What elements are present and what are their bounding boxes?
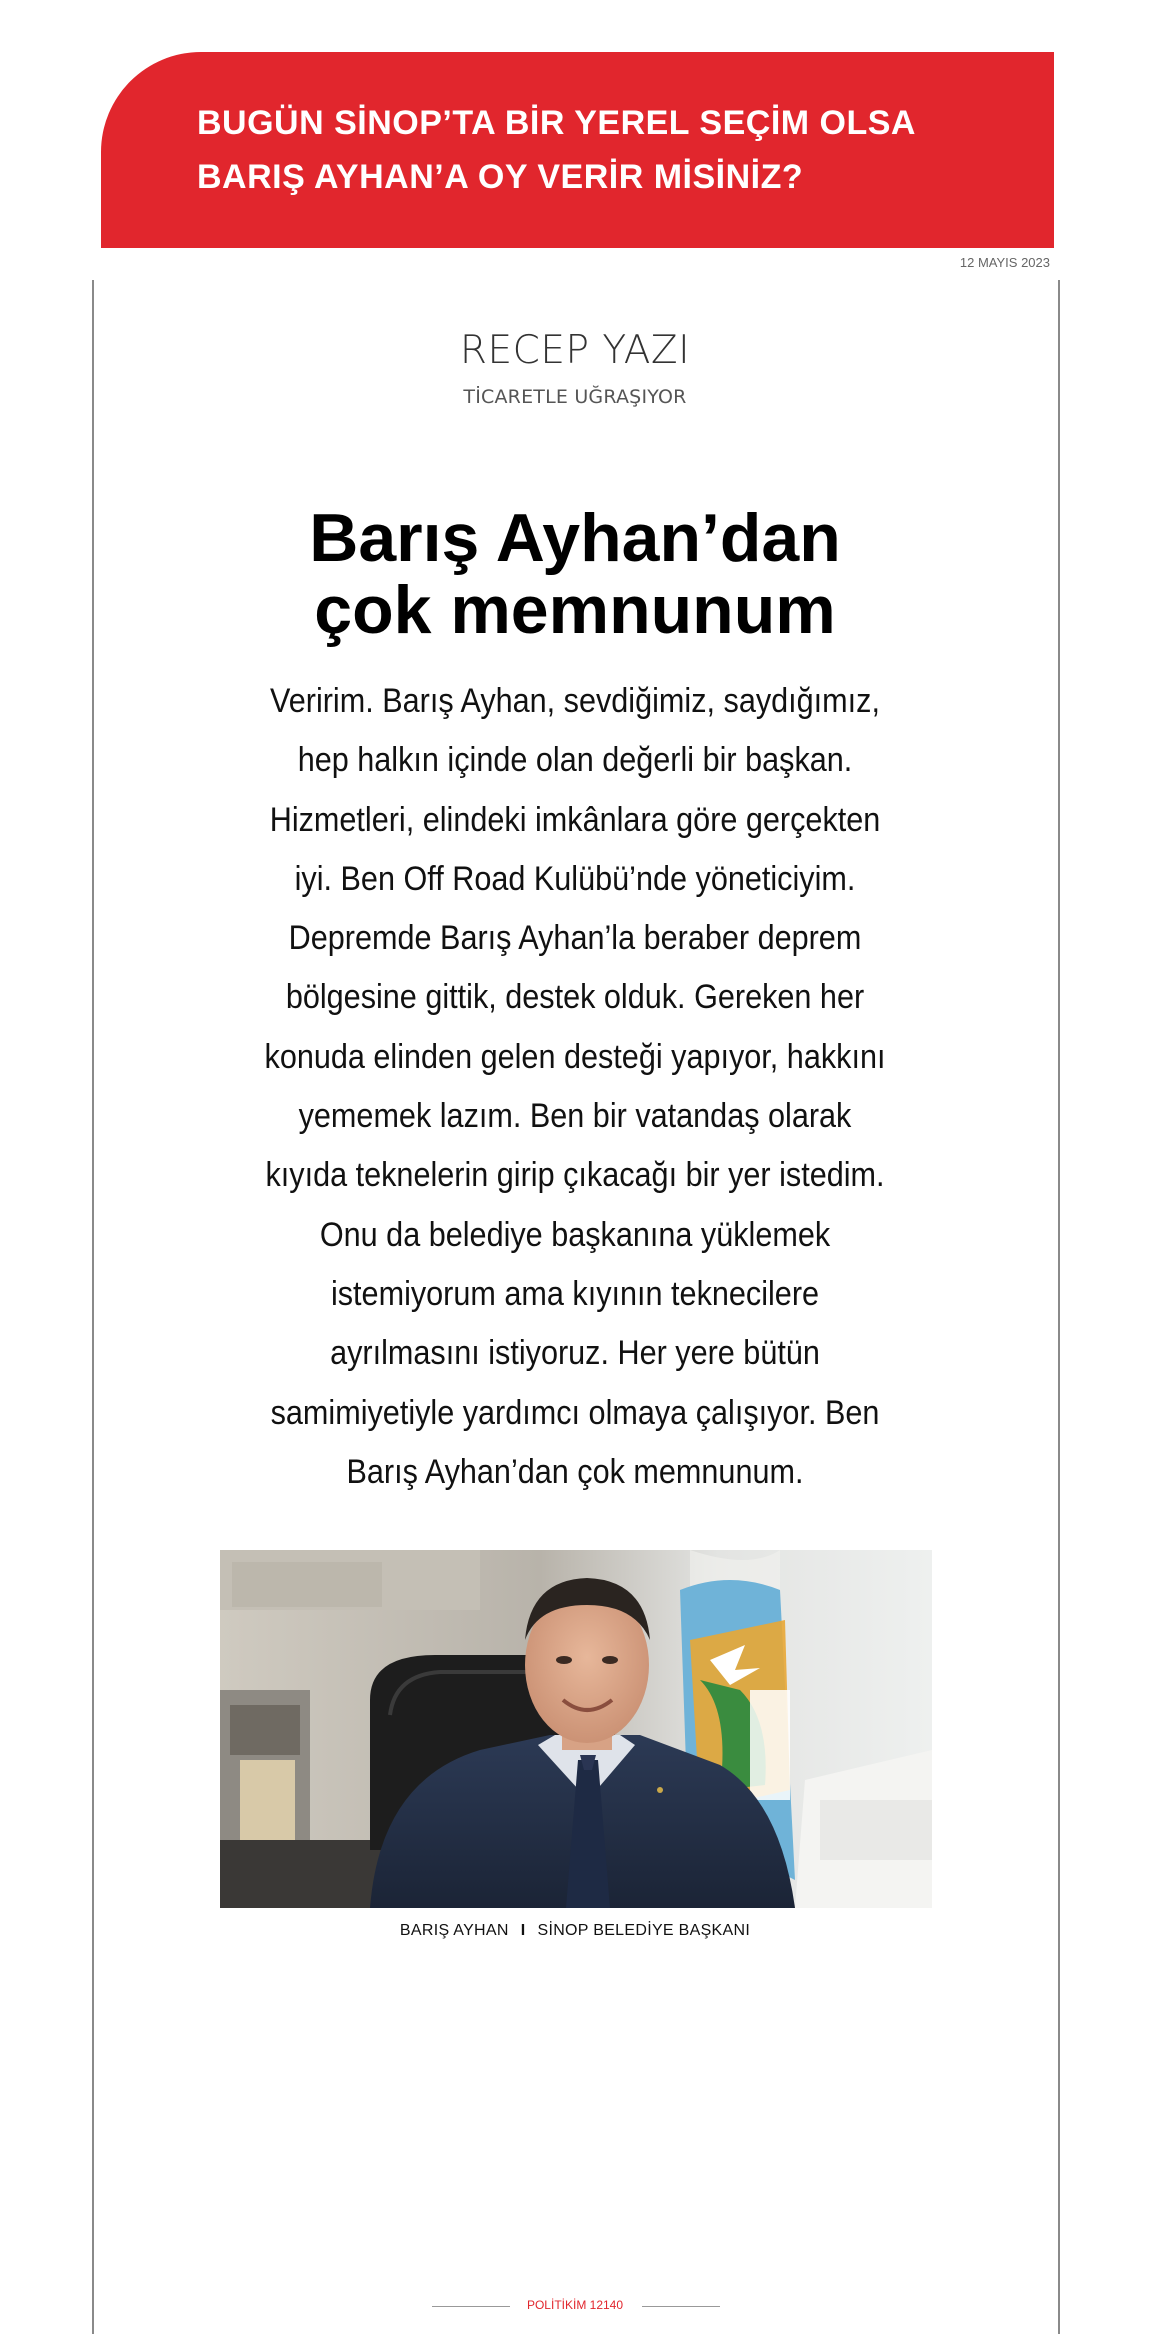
author-occupation: TİCARETLE UĞRAŞIYOR	[463, 386, 687, 408]
article-headline-line-1: Barış Ayhan’dan	[309, 500, 841, 576]
caption-title: SİNOP BELEDİYE BAŞKANI	[537, 1922, 751, 1939]
article-body: Veririm. Barış Ayhan, sevdiğimiz, saydığımız, hep halkın içinde olan değerli bir başkan. Hizmetleri, elindeki imkânlara göre gerçekten iyi. Ben Off Road Kulübü’nde yöneticiyim. Depremde Barış Ayhan’la beraber deprem bölgesine gittik, destek olduk. Gereken her konuda elinden gelen desteği yapıyor, hakkını yememek lazım. Ben bir vatandaş olarak kıyıda teknelerin girip çıkacağı bir yer istedim. Onu da belediye başkanına yüklemek istemiyorum ama kıyının teknecilere ayrılmasını istiyoruz. Her yere bütün samimiyetiyle yardımcı olmaya çalışıyor. Ben Barış Ayhan’dan çok memnunum.	[264, 682, 886, 1491]
caption-separator: I	[520, 1922, 526, 1939]
page-number-label: POLİTİKİM 12140	[526, 2298, 624, 2312]
article-headline-line-2: çok memnunum	[314, 572, 836, 648]
banner-question-line-1: BUGÜN SİNOP’TA BİR YEREL SEÇİM OLSA	[197, 104, 916, 142]
headline-banner	[101, 52, 1054, 248]
photo-caption	[0, 1922, 1150, 1940]
article-headline	[0, 502, 1150, 646]
author-name: RECEP YAZI	[459, 328, 691, 373]
mayor-portrait-photo	[220, 1550, 932, 1908]
banner-question-line-2: BARIŞ AYHAN’A OY VERİR MİSİNİZ?	[197, 158, 804, 196]
caption-name: BARIŞ AYHAN	[399, 1922, 509, 1939]
issue-date: 12 MAYIS 2023	[959, 255, 1050, 270]
